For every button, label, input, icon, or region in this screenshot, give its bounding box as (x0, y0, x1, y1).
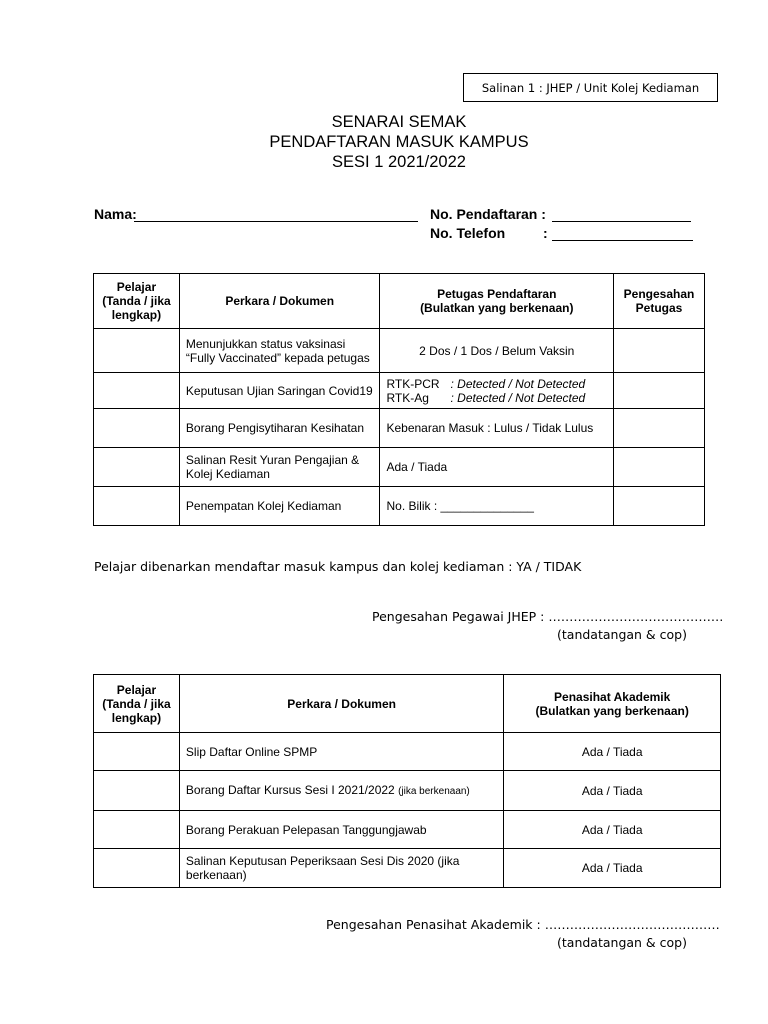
header-penasihat-line2: (Bulatkan yang berkenaan) (535, 703, 689, 718)
tick-cell[interactable] (94, 409, 180, 448)
item-note: (jika berkenaan) (398, 785, 470, 797)
rtk-ag-label: RTK-Ag (386, 390, 429, 405)
header-pengesahan-line1: Pengesahan (623, 287, 695, 301)
item-cell: Slip Daftar Online SPMP (179, 733, 503, 771)
verification-cell[interactable] (614, 409, 705, 448)
item-text: Borang Daftar Kursus Sesi I 2021/2022 (185, 782, 395, 797)
tick-cell[interactable] (94, 448, 180, 487)
no-pendaftaran-label: No. Pendaftaran : (430, 206, 546, 222)
item-cell (179, 771, 503, 811)
header-pengesahan (614, 274, 705, 329)
table-row (94, 373, 705, 409)
header-pelajar: Pelajar (Tanda / jika lengkap) (94, 675, 180, 733)
checklist-table-2 (93, 674, 721, 888)
no-telefon-label: No. Telefon (430, 225, 506, 241)
rtk-ag-value: : Detected / Not Detected (450, 390, 586, 405)
nama-field[interactable] (134, 221, 418, 222)
table-row (94, 487, 705, 526)
permission-text: Pelajar dibenarkan mendaftar masuk kampus dan kolej kediaman : YA / TIDAK (94, 559, 582, 574)
item-cell: Menunjukkan status vaksinasi “Fully Vaccinated” kepada petugas (179, 329, 380, 373)
tick-cell[interactable] (94, 811, 180, 849)
tick-cell[interactable] (94, 849, 180, 888)
table-row (94, 771, 721, 811)
no-pendaftaran-field[interactable] (552, 221, 691, 222)
title-line-3: SESI 1 2021/2022 (332, 153, 466, 171)
table-row (94, 811, 721, 849)
signature-advisor-label[interactable]: Pengesahan Penasihat Akademik : …………………………………… (326, 917, 720, 932)
option-cell[interactable]: Ada / Tiada (504, 771, 721, 811)
option-cell[interactable]: Ada / Tiada (504, 733, 721, 771)
item-cell: Salinan Resit Yuran Pengajian & Kolej Kediaman (179, 448, 380, 487)
tick-cell[interactable] (94, 733, 180, 771)
verification-cell[interactable] (614, 448, 705, 487)
option-cell[interactable]: Ada / Tiada (504, 849, 721, 888)
table-row (94, 733, 721, 771)
item-cell: Salinan Keputusan Peperiksaan Sesi Dis 2020 (jika berkenaan) (179, 849, 503, 888)
no-telefon-colon: : (543, 225, 548, 241)
checklist-table-1 (93, 273, 705, 526)
option-cell[interactable]: 2 Dos / 1 Dos / Belum Vaksin (380, 329, 614, 373)
no-telefon-field[interactable] (552, 240, 693, 241)
tick-cell[interactable] (94, 373, 180, 409)
table-row (94, 448, 705, 487)
signature-jhep-label[interactable]: Pengesahan Pegawai JHEP : …………………………………… (372, 609, 724, 624)
item-cell: Borang Perakuan Pelepasan Tanggungjawab (179, 811, 503, 849)
option-cell[interactable]: Kebenaran Masuk : Lulus / Tidak Lulus (380, 409, 614, 448)
tick-cell[interactable] (94, 487, 180, 526)
verification-cell[interactable] (614, 373, 705, 409)
header-perkara: Perkara / Dokumen (179, 274, 380, 329)
option-cell[interactable] (380, 373, 614, 409)
item-cell: Borang Pengisytiharan Kesihatan (179, 409, 380, 448)
header-penasihat-line1: Penasihat Akademik (554, 689, 671, 704)
copy-label: Salinan 1 : JHEP / Unit Kolej Kediaman (481, 80, 700, 95)
title-line-2: PENDAFTARAN MASUK KAMPUS (269, 133, 529, 151)
header-perkara: Perkara / Dokumen (179, 675, 503, 733)
header-petugas-line2: (Bulatkan yang berkenaan) (420, 301, 574, 315)
rtk-pcr-label: RTK-PCR (386, 376, 440, 391)
nama-label: Nama: (94, 206, 137, 222)
table-row (94, 409, 705, 448)
header-petugas-line1: Petugas Pendaftaran (437, 287, 557, 301)
option-cell[interactable]: Ada / Tiada (380, 448, 614, 487)
title-line-1: SENARAI SEMAK (331, 113, 467, 131)
table-row (94, 329, 705, 373)
signature-jhep-note: (tandatangan & cop) (557, 627, 687, 642)
tick-cell[interactable] (94, 329, 180, 373)
option-cell[interactable]: No. Bilik : ______________ (380, 487, 614, 526)
signature-advisor-note: (tandatangan & cop) (557, 935, 687, 950)
header-penasihat (504, 675, 721, 733)
verification-cell[interactable] (614, 329, 705, 373)
header-pelajar: Pelajar (Tanda / jika lengkap) (94, 274, 180, 329)
rtk-pcr-value: : Detected / Not Detected (450, 376, 586, 391)
rtk-pcr-line (386, 377, 607, 391)
option-cell[interactable]: Ada / Tiada (504, 811, 721, 849)
item-cell: Penempatan Kolej Kediaman (179, 487, 380, 526)
tick-cell[interactable] (94, 771, 180, 811)
header-petugas (380, 274, 614, 329)
header-pengesahan-line2: Petugas (635, 301, 683, 315)
verification-cell[interactable] (614, 487, 705, 526)
rtk-ag-line (386, 391, 607, 405)
copy-label-box (463, 73, 718, 102)
table-row (94, 849, 721, 888)
item-cell: Keputusan Ujian Saringan Covid19 (179, 373, 380, 409)
